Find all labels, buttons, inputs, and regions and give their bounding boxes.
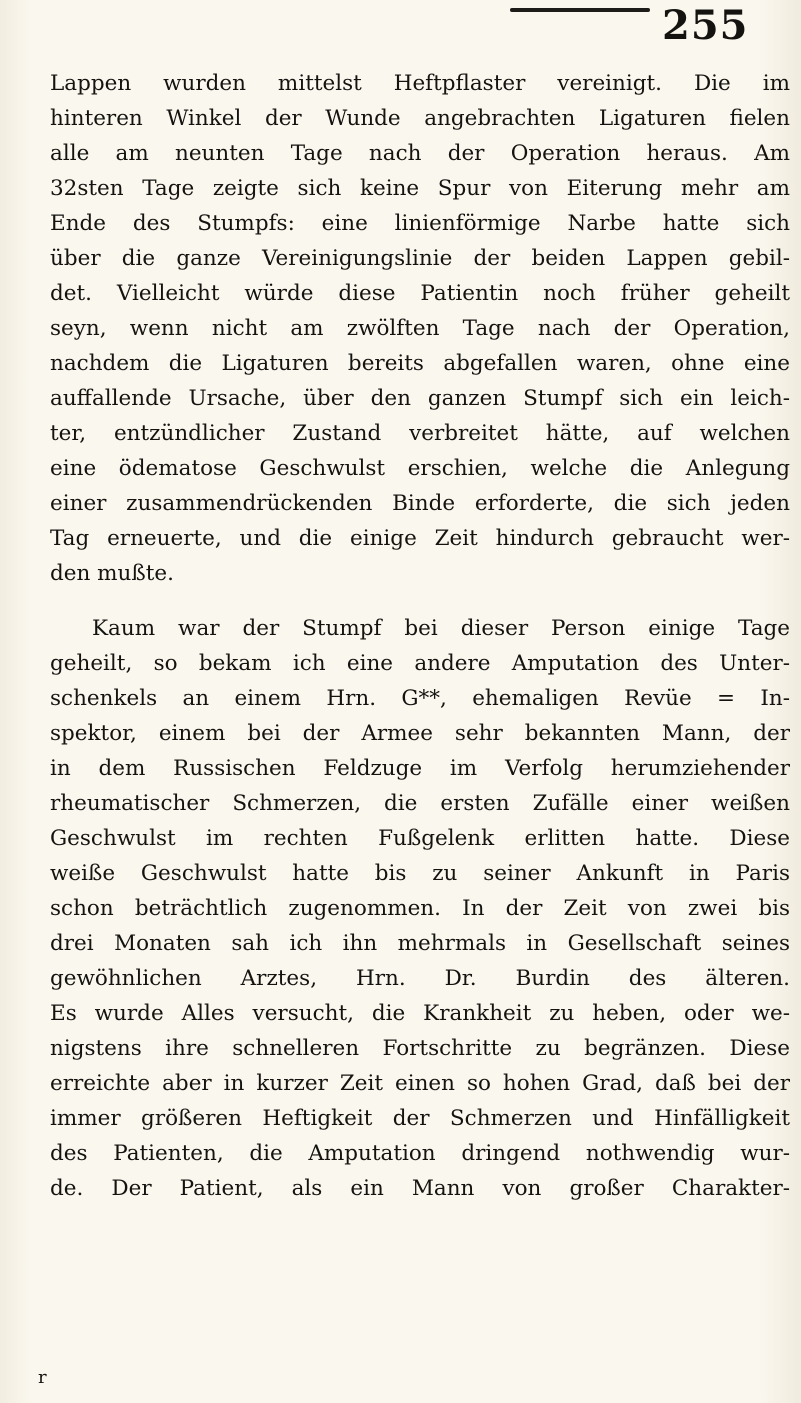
text-line: Tag erneuerte, und die einige Zeit hindurch gebraucht wer- <box>50 526 790 551</box>
body-text <box>50 66 790 1206</box>
header-rule <box>510 8 650 12</box>
text-line: Es wurde Alles versucht, die Krankheit zu heben, oder we- <box>50 1001 790 1026</box>
text-line: des Patienten, die Amputation dringend nothwendig wur- <box>50 1141 790 1166</box>
text-line: auffallende Ursache, über den ganzen Stumpf sich ein leich- <box>50 386 790 411</box>
text-line: spektor, einem bei der Armee sehr bekannten Mann, der <box>50 721 790 746</box>
text-line: Kaum war der Stumpf bei dieser Person einige Tage <box>92 616 790 641</box>
text-line: rheumatischer Schmerzen, die ersten Zufälle einer weißen <box>50 791 790 816</box>
text-line: seyn, wenn nicht am zwölften Tage nach der Operation, <box>50 316 790 341</box>
paragraph-2 <box>50 611 790 1206</box>
text-line: geheilt, so bekam ich eine andere Amputation des Unter- <box>50 651 790 676</box>
text-line: ter, entzündlicher Zustand verbreitet hätte, auf welchen <box>50 421 790 446</box>
text-line: drei Monaten sah ich ihn mehrmals in Gesellschaft seines <box>50 931 790 956</box>
text-line: in dem Russischen Feldzuge im Verfolg herumziehender <box>50 756 790 781</box>
text-line: den mußte. <box>50 561 174 586</box>
text-line: hinteren Winkel der Wunde angebrachten Ligaturen fielen <box>50 106 790 131</box>
text-line: Lappen wurden mittelst Heftpflaster vereinigt. Die im <box>50 71 790 96</box>
text-line: schenkels an einem Hrn. G**, ehemaligen Revüe = In- <box>50 686 790 711</box>
text-line: immer größeren Heftigkeit der Schmerzen und Hinfälligkeit <box>50 1106 790 1131</box>
text-line: gewöhnlichen Arztes, Hrn. Dr. Burdin des älteren. <box>50 966 790 991</box>
paragraph-1 <box>50 66 790 591</box>
text-line: schon beträchtlich zugenommen. In der Zeit von zwei bis <box>50 896 790 921</box>
text-line: det. Vielleicht würde diese Patientin noch früher geheilt <box>50 281 790 306</box>
paragraph-gap <box>50 591 790 611</box>
text-line: weiße Geschwulst hatte bis zu seiner Ankunft in Paris <box>50 861 790 886</box>
text-line: nigstens ihre schnelleren Fortschritte zu begränzen. Diese <box>50 1036 790 1061</box>
text-line: nachdem die Ligaturen bereits abgefallen waren, ohne eine <box>50 351 790 376</box>
text-line: erreichte aber in kurzer Zeit einen so hohen Grad, daß bei der <box>50 1071 790 1096</box>
text-line: über die ganze Vereinigungslinie der beiden Lappen gebil- <box>50 246 790 271</box>
page-number: 255 <box>662 2 749 49</box>
text-line: de. Der Patient, als ein Mann von großer Charakter- <box>50 1176 790 1201</box>
text-line: alle am neunten Tage nach der Operation heraus. Am <box>50 141 790 166</box>
text-line: Ende des Stumpfs: eine linienförmige Narbe hatte sich <box>50 211 790 236</box>
text-line: Geschwulst im rechten Fußgelenk erlitten hatte. Diese <box>50 826 790 851</box>
text-line: 32sten Tage zeigte sich keine Spur von Eiterung mehr am <box>50 176 790 201</box>
bottom-margin-mark: r <box>38 1367 47 1388</box>
text-line: eine ödematose Geschwulst erschien, welche die Anlegung <box>50 456 790 481</box>
text-line: einer zusammendrückenden Binde erforderte, die sich jeden <box>50 491 790 516</box>
